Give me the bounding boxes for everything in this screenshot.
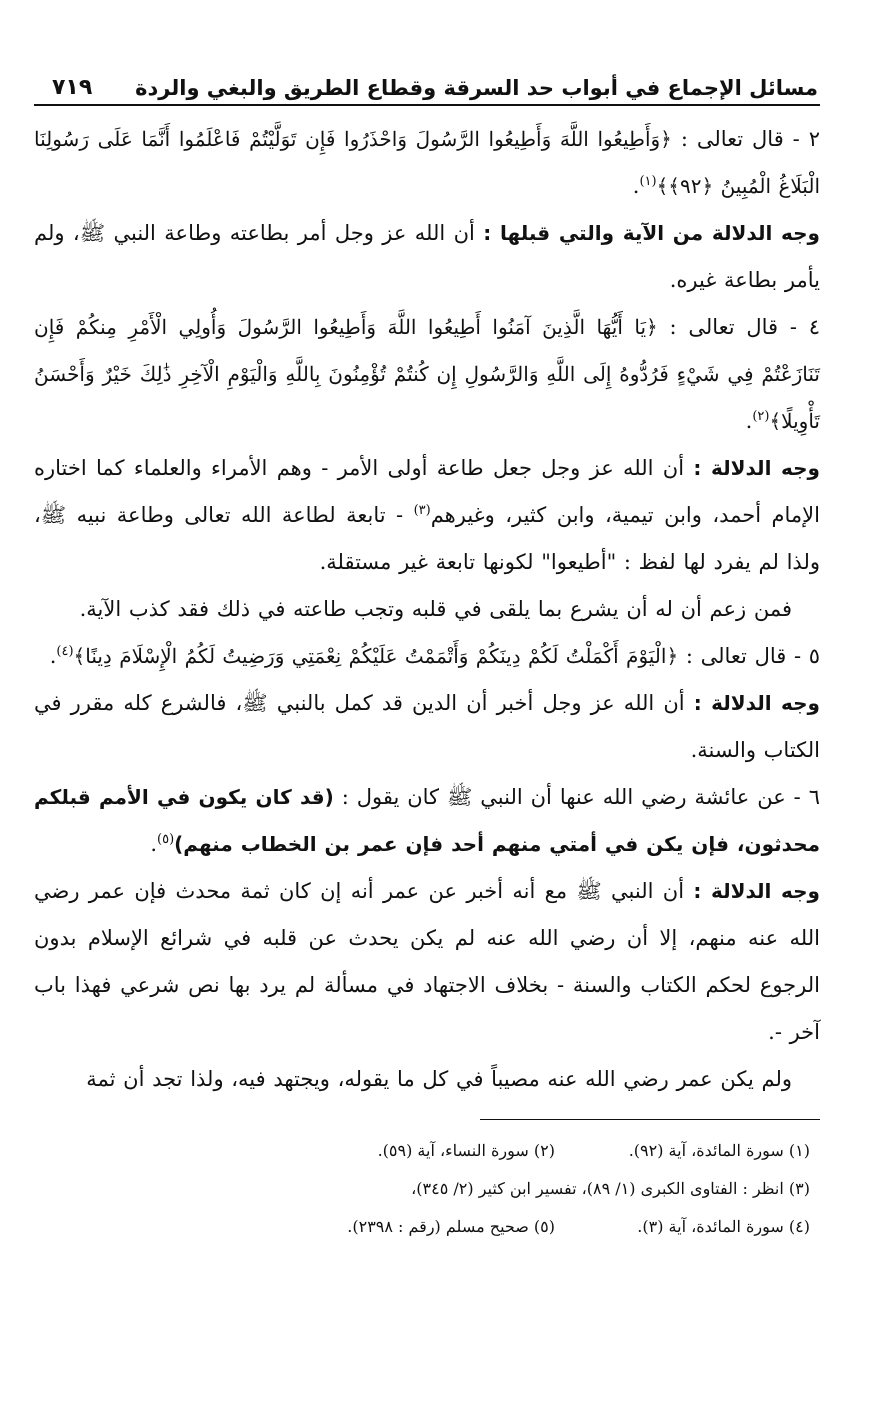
item-2-verse: ﴿وَأَطِيعُوا اللَّهَ وَأَطِيعُوا الرَّسُولَ وَاحْذَرُوا فَإِن تَوَلَّيْتُمْ فَاعْلَمُوا أَنَّمَا عَلَى رَسُولِنَا الْبَلَاغُ الْمُبِينُ ﴿٩٢﴾﴾ — [34, 127, 820, 198]
footnote-4: (٤) سورة المائدة، آية (٣). — [637, 1217, 810, 1236]
proof-lead: وجه الدلالة من الآية والتي قبلها : — [483, 221, 820, 245]
item-4-note: فمن زعم أن له أن يشرع بما يلقى في قلبه وتجب طاعته في ذلك فقد كذب الآية. — [79, 597, 792, 621]
page-number: ٧١٩ — [52, 75, 93, 100]
item-6-end: . — [150, 832, 158, 856]
item-6-proof — [34, 868, 820, 1056]
proof-text-a: أن الله عز وجل جعل طاعة أولى الأمر - وهم الأمراء والعلماء كما اختاره الإمام أحمد، وابن تيمية، وابن كثير، وغيرهم — [34, 456, 820, 527]
item-5-proof — [34, 680, 820, 774]
item-5-number: ٥ - قال تعالى : — [685, 644, 820, 668]
footnote-2: (٢) سورة النساء، آية (٥٩). — [377, 1141, 555, 1160]
item-4-proof — [34, 445, 820, 586]
proof-lead: وجه الدلالة : — [693, 691, 820, 715]
running-header — [34, 62, 820, 106]
item-6-note: ولم يكن عمر رضي الله عنه مصيباً في كل ما يقوله، ويجتهد فيه، ولذا تجد أن ثمة — [86, 1067, 792, 1091]
footnote-5: (٥) صحيح مسلم (رقم : ٢٣٩٨). — [347, 1217, 555, 1236]
footnote-ref-1: (١) — [639, 174, 657, 189]
footnote-row-3 — [34, 1208, 820, 1246]
proof-text-b: - تابعة لطاعة الله تعالى وطاعة نبيه ﷺ، ولذا لم يفرد لها لفظ : "أطيعوا" لكونها تابعة غير مستقلة. — [34, 503, 820, 574]
book-page — [34, 62, 820, 1392]
proof-lead: وجه الدلالة : — [693, 879, 820, 903]
item-5-verse: ﴿الْيَوْمَ أَكْمَلْتُ لَكُمْ دِينَكُمْ وَأَتْمَمْتُ عَلَيْكُمْ نِعْمَتِي وَرَضِيتُ لَكُمُ الْإِسْلَامَ دِينًا﴾ — [73, 644, 679, 668]
item-6-text: ٦ - عن عائشة رضي الله عنها أن النبي ﷺ كان يقول : — [341, 785, 820, 809]
item-2-end: . — [632, 174, 640, 198]
proof-text: أن الله عز وجل أمر بطاعته وطاعة النبي ﷺ، ولم يأمر بطاعة غيره. — [34, 221, 820, 292]
page-body — [34, 106, 820, 1246]
item-6 — [34, 774, 820, 868]
header-title: مسائل الإجماع في أبواب حد السرقة وقطاع الطريق والبغي والردة — [135, 76, 818, 100]
item-4 — [34, 304, 820, 445]
footnote-ref-4: (٤) — [56, 644, 74, 659]
footnote-ref-3: (٣) — [413, 503, 431, 518]
footnote-1: (١) سورة المائدة، آية (٩٢). — [628, 1141, 810, 1160]
item-4-number: ٤ - قال تعالى : — [669, 315, 821, 339]
footnote-ref-2: (٢) — [752, 409, 770, 424]
item-4-verse: ﴿يَا أَيُّهَا الَّذِينَ آمَنُوا أَطِيعُوا اللَّهَ وَأَطِيعُوا الرَّسُولَ وَأُولِي الْأَمْرِ مِنكُمْ فَإِن تَنَازَعْتُمْ فِي شَيْءٍ فَرُدُّوهُ إِلَى اللَّهِ وَالرَّسُولِ إِن كُنتُمْ تُؤْمِنُونَ بِاللَّهِ وَالْيَوْمِ الْآخِرِ ذَٰلِكَ خَيْرٌ وَأَحْسَنُ تَأْوِيلًا﴾ — [34, 315, 820, 433]
footnote-row-2 — [34, 1170, 820, 1208]
item-2 — [34, 116, 820, 210]
item-5 — [34, 633, 820, 680]
item-2-proof — [34, 210, 820, 304]
proof-text: أن النبي ﷺ مع أنه أخبر عن عمر أنه إن كان ثمة محدث فإن عمر رضي الله عنه منهم، إلا أن رضي الله عنه لم يكن يحدث عن قلبه في شرائع الإسلام بدون الرجوع لحكم الكتاب والسنة - بخلاف الاجتهاد في مسألة لم يرد بها نص شرعي فهذا باب آخر -. — [34, 879, 820, 1044]
hadith-quote: (قد كان يكون في الأمم قبلكم محدثون، فإن يكن في أمتي منهم أحد فإن عمر بن الخطاب منهم) — [34, 785, 820, 856]
item-4-end: . — [745, 409, 753, 433]
footnote-row-1 — [34, 1132, 820, 1170]
footnote-3: (٣) انظر : الفتاوى الكبرى (١/ ٨٩)، تفسير ابن كثير (٢/ ٣٤٥)، — [411, 1179, 810, 1198]
item-2-number: ٢ - قال تعالى : — [680, 127, 820, 151]
footnote-divider — [480, 1119, 820, 1120]
item-5-end: . — [49, 644, 57, 668]
footnote-ref-5: (٥) — [157, 832, 175, 847]
proof-lead: وجه الدلالة : — [693, 456, 820, 480]
proof-text: أن الله عز وجل أخبر أن الدين قد كمل بالنبي ﷺ، فالشرع كله مقرر في الكتاب والسنة. — [34, 691, 820, 762]
